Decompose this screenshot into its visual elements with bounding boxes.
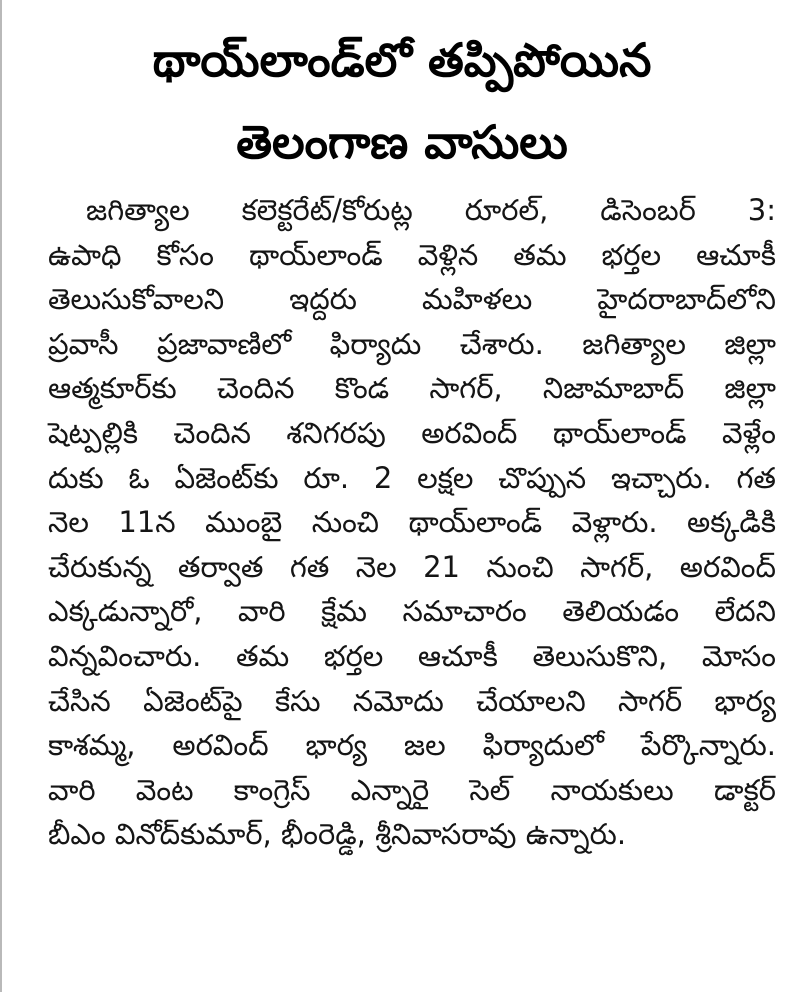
body-line-7: దుకు ఓ ఏజెంట్‌కు రూ. 2 లక్షల చొప్పున ఇచ్చారు. గత [48,460,776,495]
body-line-12: చేసిన ఏజెంట్‌పై కేసు నమోదు చేయాలని సాగర్ భార్య [48,683,776,718]
body-line-14: వారి వెంట కాంగ్రెస్ ఎన్నారై సెల్ నాయకులు డాక్టర్ [48,772,776,807]
body-line-2: ఉపాధి కోసం థాయ్‌లాండ్ వెళ్లిన తమ భర్తల ఆచూకీ [48,237,776,272]
body-line-8: నెల 11న ముంబై నుంచి థాయ్‌లాండ్ వెళ్లారు. అక్కడికి [48,505,776,540]
body-line-10: ఎక్కడున్నారో, వారి క్షేమ సమాచారం తెలియడం లేదని [48,594,776,629]
article-body [48,188,776,857]
body-line-3: తెలుసుకోవాలని ఇద్దరు మహిళలు హైదరాబాద్‌లోని [48,282,776,317]
headline-line-2: తెలంగాణ వాసులు [236,115,568,169]
body-line-9: చేరుకున్న తర్వాత గత నెల 21 నుంచి సాగర్, అరవింద్ [48,549,776,584]
body-line-4: ప్రవాసీ ప్రజావాణిలో ఫిర్యాదు చేశారు. జగిత్యాల జిల్లా [48,326,776,361]
headline-line-1: థాయ్‌లాండ్‌లో తప్పిపోయిన [152,33,652,87]
body-line-1: జగిత్యాల కలెక్టరేట్/కోరుట్ల రూరల్, డిసెంబర్ 3: [86,193,776,227]
body-line-5: ఆత్మకూర్‌కు చెందిన కొండ సాగర్, నిజామాబాద్ జిల్లా [48,371,776,406]
body-line-11: విన్నవించారు. తమ భర్తల ఆచూకీ తెలుసుకొని, మోసం [48,638,776,673]
body-line-15: బీఎం వినోద్‌కుమార్, భీంరెడ్డి, శ్రీనివాసరావు ఉన్నారు. [48,817,627,852]
body-line-6: షెట్పల్లికి చెందిన శనిగరపు అరవింద్ థాయ్‌లాండ్ వెళ్లేం [48,415,776,450]
body-line-13: కాశమ్మ, అరవింద్ భార్య జల ఫిర్యాదులో పేర్కొన్నారు. [48,728,776,763]
